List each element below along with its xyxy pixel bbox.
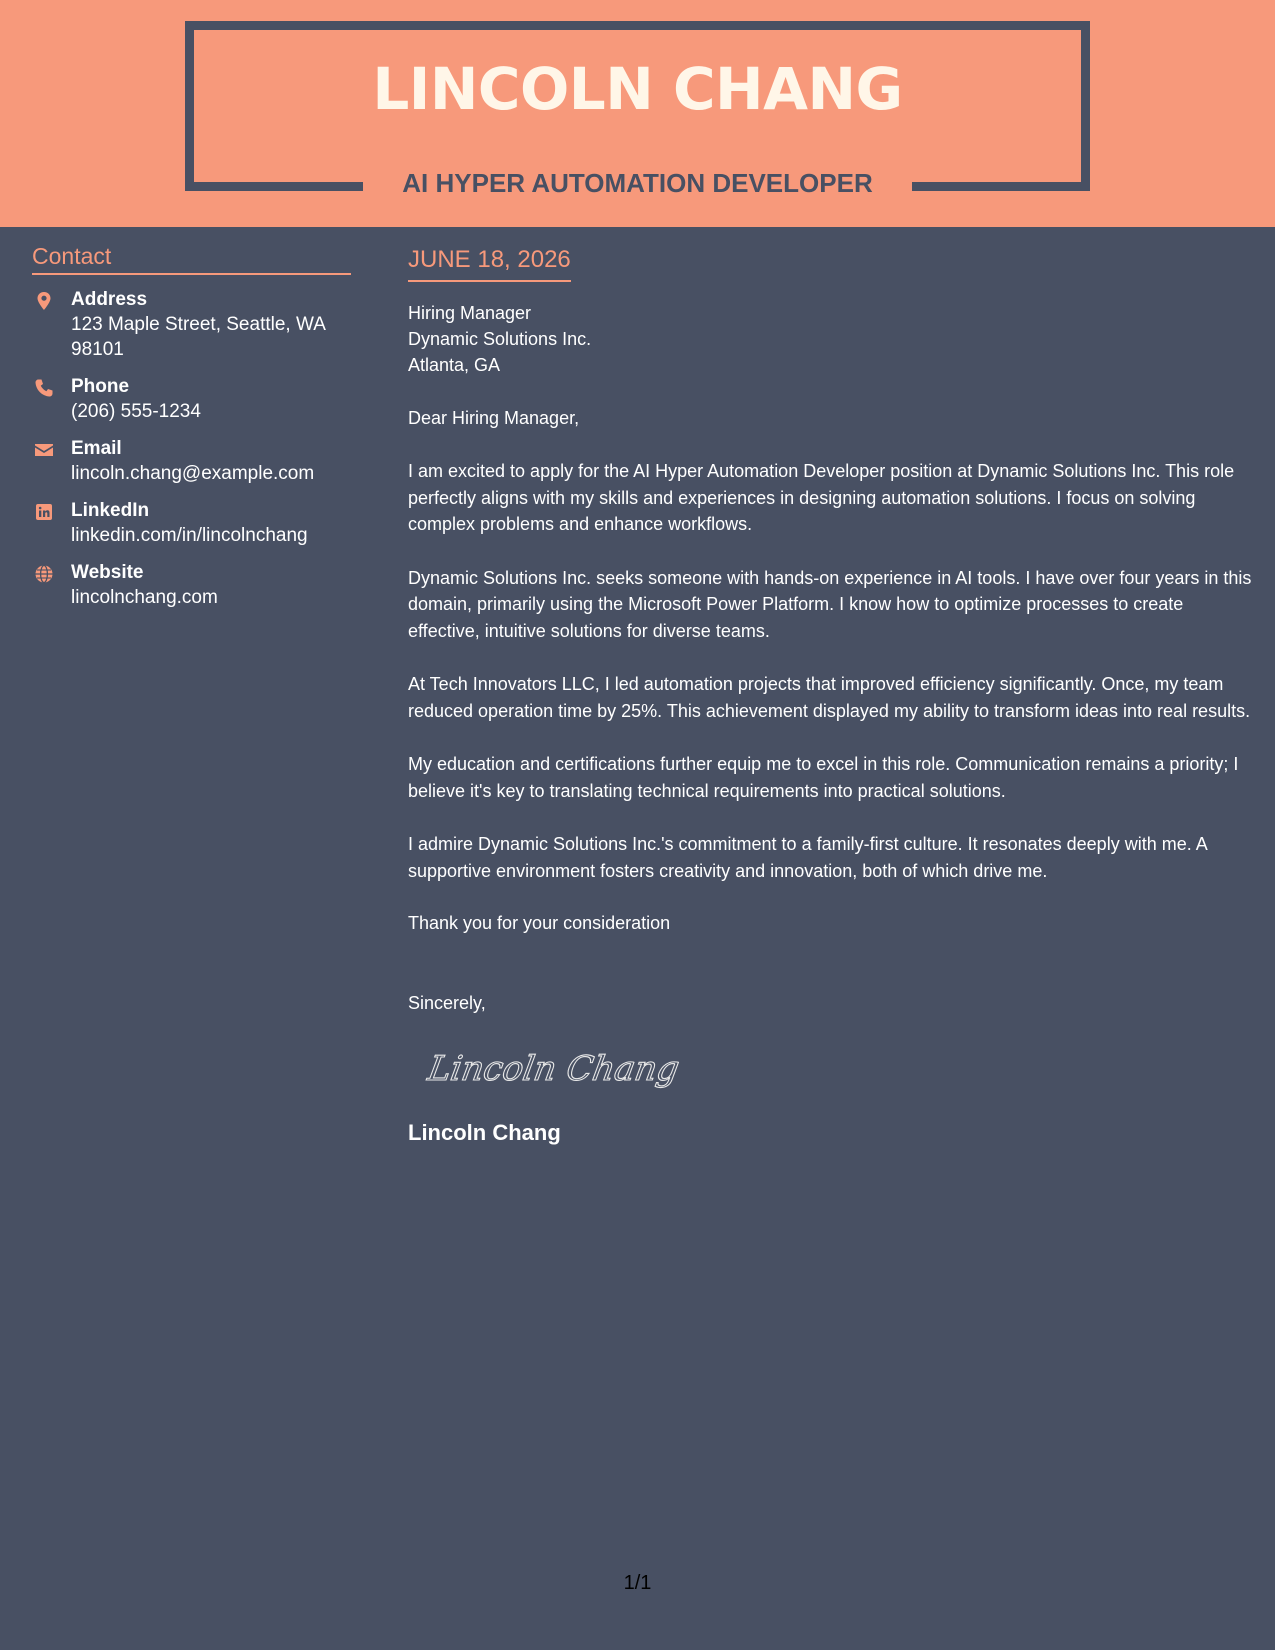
contact-heading: Contact xyxy=(32,242,351,275)
contact-item-website xyxy=(32,560,351,610)
phone-label: Phone xyxy=(71,376,130,397)
recipient-title: Hiring Manager xyxy=(408,303,532,323)
email-value: lincoln.chang@example.com xyxy=(71,463,315,484)
job-title: AI HYPER AUTOMATION DEVELOPER xyxy=(402,168,873,198)
page-number: 1/1 xyxy=(623,1572,652,1594)
email-label: Email xyxy=(71,438,122,459)
letter-body xyxy=(408,244,1254,1148)
address-value: 123 Maple Street, Seattle, WA 98101 xyxy=(71,314,325,360)
linkedin-label: LinkedIn xyxy=(71,500,150,521)
salutation: Dear Hiring Manager, xyxy=(408,408,580,428)
letter-date: JUNE 18, 2026 xyxy=(408,244,571,282)
frame-top-border xyxy=(185,21,1090,30)
paragraph: I am excited to apply for the AI Hyper Automation Developer position at Dynamic Solutions Inc. This role perfectly aligns with my skills and experiences in designing automation solutions. I focus on solving complex problems and enhance workflows. xyxy=(408,461,1235,534)
linkedin-icon xyxy=(34,502,54,522)
address-label: Address xyxy=(71,289,148,310)
frame-bottom-left-border xyxy=(185,182,363,191)
paragraph: Dynamic Solutions Inc. seeks someone with hands-on experience in AI tools. I have over four years in this domain, primarily using the Microsoft Power Platform. I know how to optimize processes to create effective, intuitive solutions for diverse teams. xyxy=(408,567,1252,641)
website-label: Website xyxy=(71,562,144,583)
phone-icon xyxy=(34,378,54,398)
location-pin-icon xyxy=(34,291,54,311)
globe-icon xyxy=(34,564,54,584)
contact-item-phone xyxy=(32,374,351,424)
envelope-icon xyxy=(34,440,54,460)
handwritten-signature xyxy=(425,1038,683,1098)
recipient-company: Dynamic Solutions Inc. xyxy=(408,329,592,349)
contact-item-email xyxy=(32,436,351,486)
paragraph: My education and certifications further equip me to excel in this role. Communication remains a priority; I believe it's key to translating technical requirements into practical solutions. xyxy=(408,754,1239,801)
recipient-location: Atlanta, GA xyxy=(408,355,501,375)
frame-bottom-right-border xyxy=(912,182,1090,191)
contact-sidebar xyxy=(32,242,351,622)
sign-off: Sincerely, xyxy=(408,993,486,1013)
paragraph: I admire Dynamic Solutions Inc.'s commitment to a family-first culture. It resonates deeply with me. A supportive environment fosters creativity and innovation, both of which drive me. xyxy=(408,834,1207,881)
header-banner xyxy=(0,0,1275,227)
phone-value: (206) 555-1234 xyxy=(71,401,201,422)
signed-name: Lincoln Chang xyxy=(408,1120,561,1145)
website-value: lincolnchang.com xyxy=(71,587,218,608)
signature-text: Lincoln Chang xyxy=(425,1049,683,1089)
applicant-name: LINCOLN CHANG xyxy=(372,55,903,123)
contact-item-linkedin xyxy=(32,498,351,548)
paragraph: At Tech Innovators LLC, I led automation projects that improved efficiency significantly. Once, my team reduced operation time by 25%. This achievement displayed my ability to transform ideas into real results. xyxy=(408,674,1251,721)
contact-list xyxy=(32,287,351,610)
recipient-block xyxy=(408,300,1254,378)
linkedin-value: linkedin.com/in/lincolnchang xyxy=(71,525,308,546)
contact-item-address xyxy=(32,287,351,362)
closing-line: Thank you for your consideration xyxy=(408,913,671,933)
